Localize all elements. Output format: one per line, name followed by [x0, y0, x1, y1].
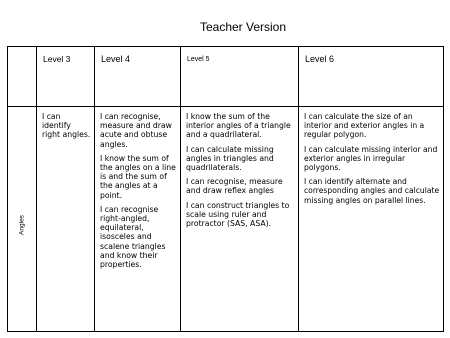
row-label: Angles	[18, 215, 26, 235]
level-4-statement: I can recognise right-angled, equilateral, isosceles and scalene triangles and know their properties.	[100, 204, 166, 270]
level-3-statement: I can identify right angles.	[42, 112, 91, 140]
angles-row	[8, 107, 444, 332]
level-4-cell	[95, 107, 181, 332]
level-4-statement: I can recognise, measure and draw acute and obtuse angles.	[100, 112, 172, 149]
level-4-statement: I know the sum of the angles on a line is and the sum of the angles at a point.	[100, 153, 176, 200]
header-level-4: Level 4	[95, 47, 181, 107]
level-3-cell	[37, 107, 95, 332]
page-title: Teacher Version	[199, 20, 287, 34]
level-5-statement: I can calculate missing angles in triangles and quadrilaterals.	[186, 144, 274, 173]
header-level-3: Level 3	[37, 47, 95, 107]
header-row	[8, 47, 444, 107]
level-5-statement: I can construct triangles to scale using ruler and protractor (SAS, ASA).	[186, 200, 290, 229]
level-6-statement: I can identify alternate and corresponding angles and calculate missing angles on parallel lines.	[304, 177, 440, 205]
level-6-cell	[299, 107, 444, 332]
header-level-6: Level 6	[299, 47, 444, 107]
header-corner-cell	[8, 47, 37, 107]
level-5-statement: I can recognise, measure and draw reflex angles	[186, 177, 283, 196]
level-5-cell	[181, 107, 299, 332]
level-6-statement: I can calculate the size of an interior and exterior angles in a regular polygon.	[304, 112, 425, 140]
row-label-cell	[8, 107, 37, 332]
level-5-statement: I know the sum of the interior angles of a triangle and a quadrilateral.	[186, 112, 291, 140]
header-level-5: Level 5	[181, 47, 299, 107]
levels-table	[7, 46, 444, 332]
level-6-statement: I can calculate missing interior and exterior angles in irregular polygons.	[304, 144, 438, 173]
